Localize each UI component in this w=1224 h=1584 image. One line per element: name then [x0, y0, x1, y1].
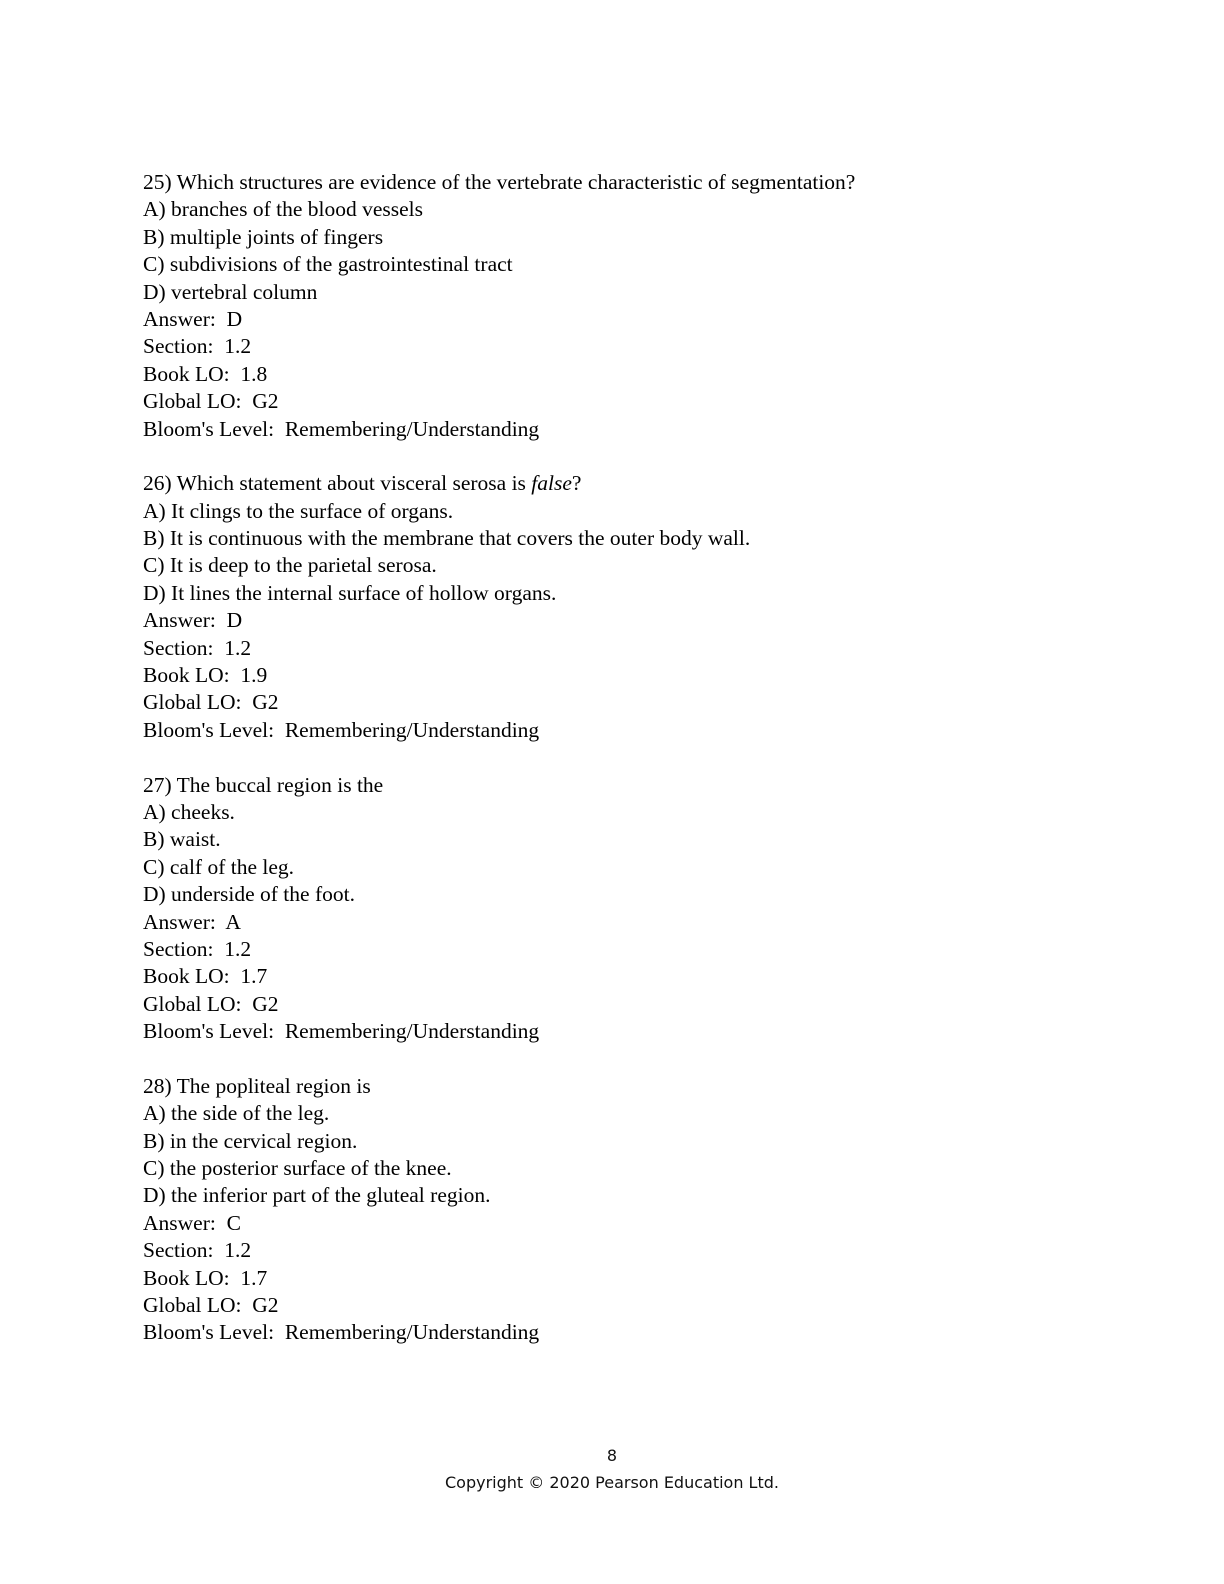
question-26	[143, 470, 1103, 744]
blooms-level: Bloom's Level: Remembering/Understanding	[143, 1320, 540, 1345]
option-a: A) branches of the blood vessels	[143, 197, 424, 222]
question-stem: 25) Which structures are evidence of the vertebrate characteristic of segmentation?	[143, 170, 856, 194]
blooms-level: Bloom's Level: Remembering/Understanding	[143, 717, 540, 742]
option-a: A) cheeks.	[143, 799, 235, 824]
question-27	[143, 772, 1103, 1046]
book-lo: Book LO: 1.8	[143, 361, 268, 386]
option-a: A) the side of the leg.	[143, 1101, 330, 1126]
stem-text-end: ?	[571, 471, 582, 496]
book-lo: Book LO: 1.7	[143, 1265, 268, 1290]
question-list	[143, 169, 1103, 1374]
global-lo: Global LO: G2	[143, 1293, 279, 1318]
question-stem: 28) The popliteal region is	[143, 1073, 371, 1098]
stem-text: 26) Which statement about visceral serosa is	[143, 471, 532, 496]
copyright-notice: Copyright © 2020 Pearson Education Ltd.	[445, 1473, 779, 1492]
option-d: D) the inferior part of the gluteal region.	[143, 1183, 491, 1208]
option-d: D) It lines the internal surface of hollow organs.	[143, 580, 557, 605]
option-c: C) the posterior surface of the knee.	[143, 1156, 452, 1181]
global-lo: Global LO: G2	[143, 690, 279, 715]
question-28	[143, 1073, 1103, 1347]
option-d: D) vertebral column	[143, 279, 318, 304]
option-b: B) multiple joints of fingers	[143, 224, 384, 249]
option-b: B) It is continuous with the membrane that covers the outer body wall.	[143, 526, 751, 551]
blooms-level: Bloom's Level: Remembering/Understanding	[143, 416, 540, 441]
global-lo: Global LO: G2	[143, 991, 279, 1016]
option-c: C) It is deep to the parietal serosa.	[143, 553, 437, 578]
answer: Answer: A	[143, 909, 241, 934]
option-b: B) waist.	[143, 827, 221, 852]
option-d: D) underside of the foot.	[143, 882, 355, 907]
section: Section: 1.2	[143, 1238, 252, 1263]
book-lo: Book LO: 1.9	[143, 663, 268, 688]
book-lo: Book LO: 1.7	[143, 964, 268, 989]
section: Section: 1.2	[143, 936, 252, 961]
question-stem	[143, 470, 1103, 497]
option-c: C) subdivisions of the gastrointestinal tract	[143, 252, 513, 277]
question-25	[143, 169, 1103, 443]
option-b: B) in the cervical region.	[143, 1128, 358, 1153]
answer: Answer: D	[143, 608, 243, 633]
question-stem: 27) The buccal region is the	[143, 772, 384, 797]
section: Section: 1.2	[143, 635, 252, 660]
blooms-level: Bloom's Level: Remembering/Understanding	[143, 1019, 540, 1044]
stem-emphasis: false	[531, 471, 572, 496]
section: Section: 1.2	[143, 334, 252, 359]
answer: Answer: C	[143, 1210, 241, 1235]
option-c: C) calf of the leg.	[143, 854, 295, 879]
global-lo: Global LO: G2	[143, 389, 279, 414]
answer: Answer: D	[143, 306, 243, 331]
page-number: 8	[606, 1446, 618, 1465]
option-a: A) It clings to the surface of organs.	[143, 498, 454, 523]
